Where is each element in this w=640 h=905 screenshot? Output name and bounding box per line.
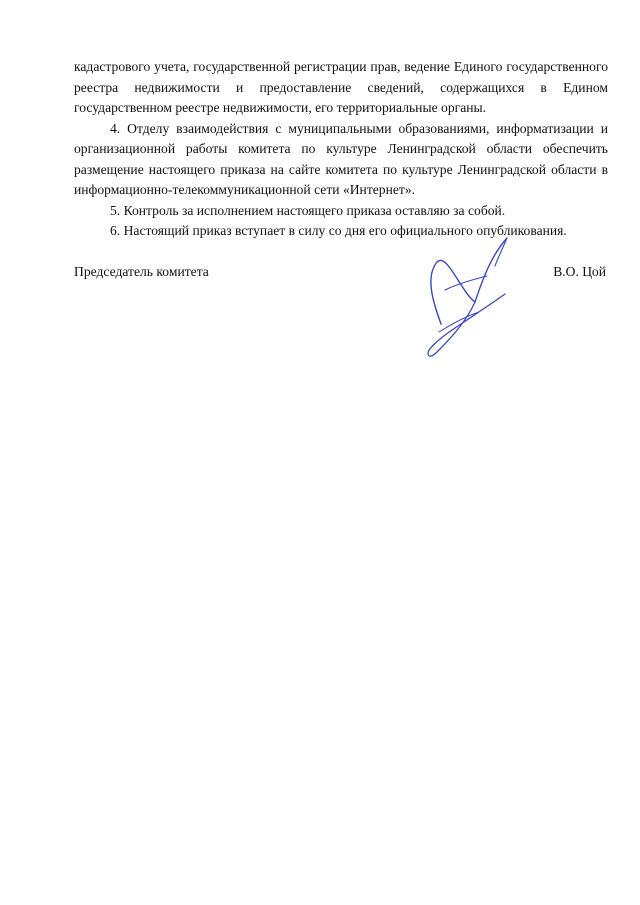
paragraph-item-6: 6. Настоящий приказ вступает в силу со дня его официального опубликования.: [110, 223, 567, 238]
document-body: [74, 57, 608, 242]
paragraph-continuation: кадастрового учета, государственной регистрации прав, ведение Единого государственного реестра недвижимости и предоставление сведений, содержащихся в Едином государственном реестре недвижимости, его территориальные органы.: [74, 59, 608, 115]
signatory-title: Председатель комитета: [74, 264, 209, 279]
handwritten-signature: [415, 232, 515, 362]
signatory-name: В.О. Цой: [553, 264, 606, 279]
paragraph-item-5: 5. Контроль за исполнением настоящего приказа оставляю за собой.: [110, 202, 506, 218]
paragraph-item-4: 4. Отделу взаимодействия с муниципальными образованиями, информатизации и организационной работы комитета по культуре Ленинградской области обеспечить размещение настоящего приказа на сайте комитета по культуре Ленинградской области в информационно-телекоммуникационной сети «Интернет».: [74, 120, 608, 197]
